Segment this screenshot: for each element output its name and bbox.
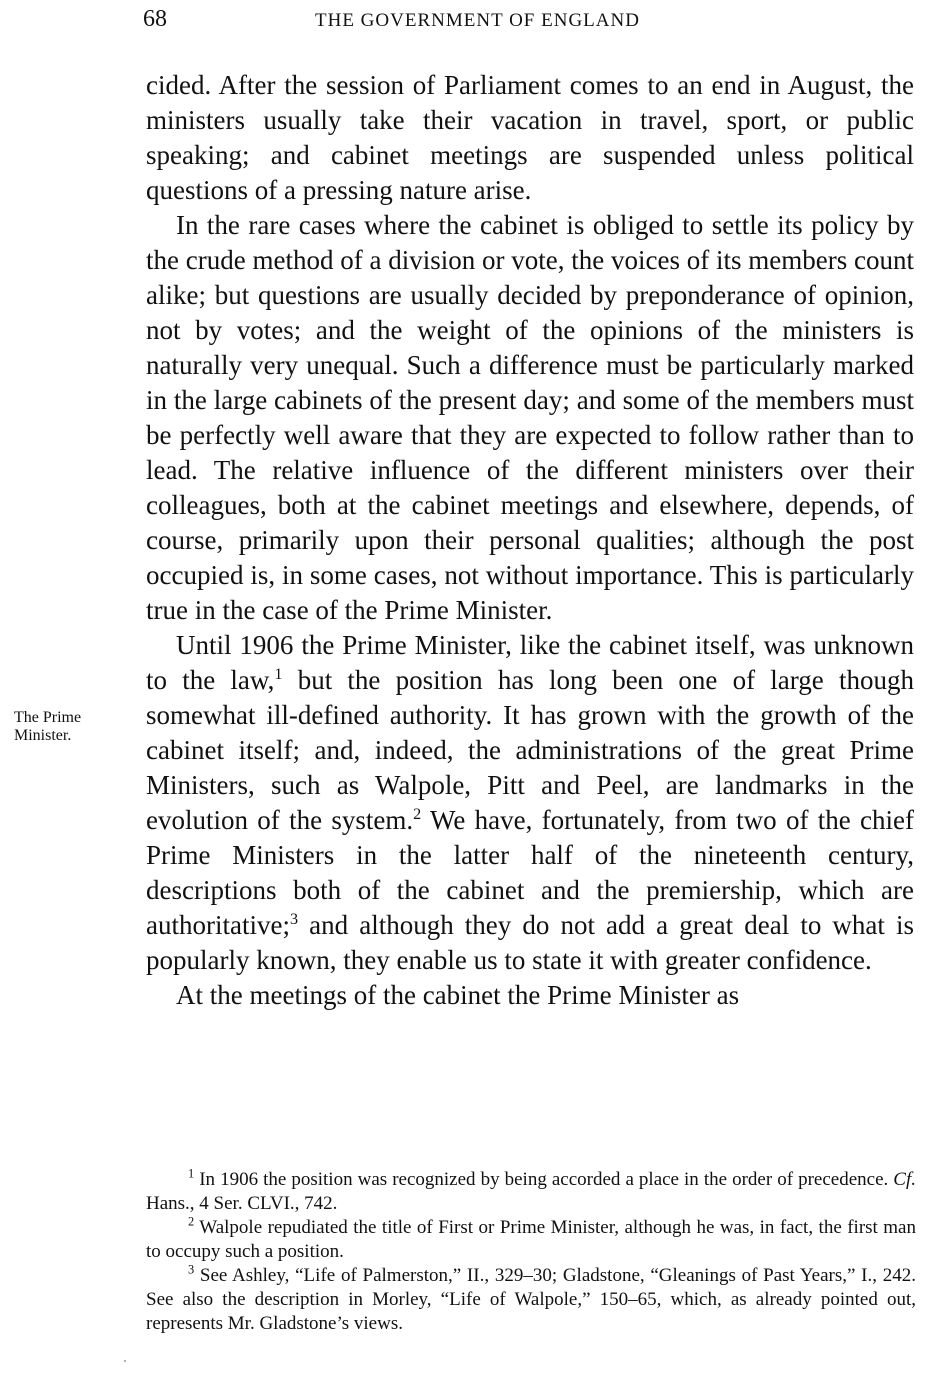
margin-note-line: The Prime (14, 709, 82, 726)
page-number: 68 (143, 6, 167, 32)
margin-note (14, 709, 134, 745)
print-speck (124, 1360, 126, 1362)
footnote-mark: 1 (188, 1166, 195, 1181)
footnote-text: In 1906 the position was recognized by being accorded a place in the order of precedence. (194, 1169, 894, 1190)
footnote-ref: 3 (289, 910, 299, 928)
paragraph-prime-minister (146, 628, 914, 978)
footnote-mark: 3 (188, 1262, 195, 1277)
page-header (143, 4, 743, 34)
footnote-text: See Ashley, “Life of Palmerston,” II., 329–30; Gladstone, “Gleanings of Past Years,” I., 242. See also the description in Morley, “Life of Walpole,” 150–65, which, as already pointed out, represents Mr. Gladstone’s views. (146, 1265, 916, 1334)
paragraph-continued: cided. After the session of Parliament comes to an end in August, the ministers usually take their vacation in travel, sport, or public speaking; and cabinet meetings are suspended unless political questions of a pressing nature arise. (146, 70, 914, 205)
footnote-text: Walpole repudiated the title of First or Prime Minister, although he was, in fact, the first man to occupy such a position. (146, 1217, 916, 1262)
footnote-ref: 1 (274, 665, 283, 683)
footnote-3 (146, 1264, 916, 1336)
paragraph-cabinet-meetings: At the meetings of the cabinet the Prime Minister as (176, 980, 740, 1010)
footnotes (146, 1168, 916, 1336)
text-span: Until 1906 the Prime Minister, like the cabinet itself, was unknown to the law, (146, 630, 914, 695)
margin-note-line: Minister. (14, 727, 72, 744)
footnote-1 (146, 1168, 916, 1216)
paragraph-cabinet-voting: In the rare cases where the cabinet is obliged to settle its policy by the crude method of a division or vote, the voices of its members count alike; but questions are usually decided by preponderance of opinion, not by votes; and the weight of the opinions of the ministers is naturally very unequal. Such a difference must be particularly marked in the large cabinets of the present day; and some of the members must be perfectly well aware that they are expected to follow rather than to lead. The relative influence of the different ministers over their colleagues, both at the cabinet meetings and elsewhere, depends, of course, primarily upon their personal qualities; although the post occupied is, in some cases, not without importance. This is particularly true in the case of the Prime Minister. (146, 210, 914, 625)
text-span: and although they do not add a great deal to what is popularly known, they enable us to state it with greater confidence. (146, 910, 914, 975)
footnote-italic: Cf. (893, 1169, 916, 1190)
footnote-ref: 2 (413, 805, 422, 823)
footnote-mark: 2 (188, 1214, 195, 1229)
text-span: We have, fortunately, from two of the chief Prime Ministers in the latter half of the nineteenth century, descriptions both of the cabinet and the premiership, which are authoritative; (146, 805, 914, 940)
footnote-text: Hans., 4 Ser. CLVI., 742. (146, 1193, 338, 1214)
footnote-2 (146, 1216, 916, 1264)
body-text (146, 68, 914, 1013)
running-title: THE GOVERNMENT OF ENGLAND (315, 10, 640, 31)
text-span: but the position has long been one of large though somewhat ill-defined authority. It has grown with the growth of the cabinet itself; and, indeed, the administrations of the great Prime Ministers, such as Walpole, Pitt and Peel, are landmarks in the evolution of the system. (146, 665, 914, 835)
